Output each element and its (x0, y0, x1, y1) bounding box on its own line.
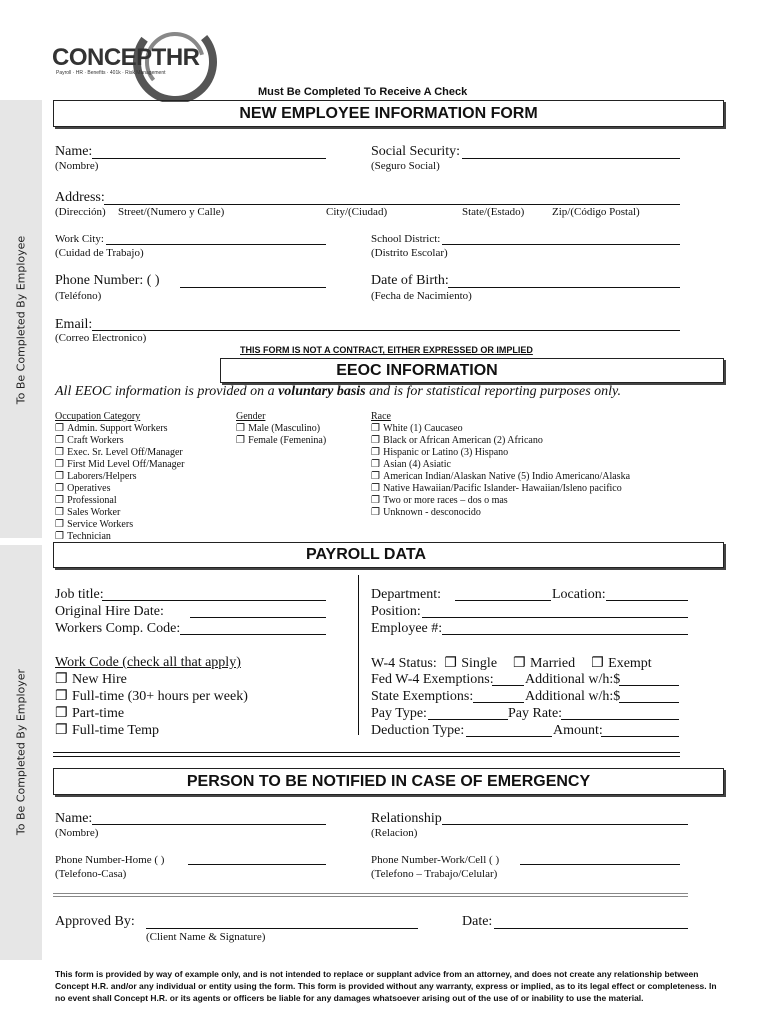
form-title: NEW EMPLOYEE INFORMATION FORM (239, 105, 538, 122)
work-phone-label: Phone Number-Work/Cell ( ) (371, 854, 500, 866)
hire-date-label: Original Hire Date: (55, 604, 164, 619)
email-field[interactable] (92, 330, 680, 331)
race-item (371, 423, 630, 435)
occupation-item (55, 507, 184, 519)
form-title-box (53, 100, 724, 127)
state-exempt-label: State Exemptions: (371, 689, 474, 704)
race-item (371, 447, 630, 459)
ssn-sub: (Seguro Social) (371, 160, 440, 172)
state-sub: State/(Estado) (462, 206, 525, 218)
amount-field[interactable] (601, 736, 679, 737)
phone-label: Phone Number: ( ) (55, 273, 160, 288)
eeoc-intro-c: and is for statistical reporting purposes only. (365, 384, 621, 399)
emergency-title: PERSON TO BE NOTIFIED IN CASE OF EMERGENCY (186, 773, 591, 790)
race-item (371, 495, 630, 507)
checkbox-icon[interactable]: ❐ (55, 519, 68, 530)
state-additional-label: Additional w/h:$ (525, 689, 621, 704)
occupation-label: Technician (67, 531, 111, 542)
position-field[interactable] (422, 617, 688, 618)
fed-w4-field[interactable] (492, 685, 524, 686)
race-label: Unknown - desconocido (383, 507, 481, 518)
employer-side-label: To Be Completed By Employer (14, 668, 28, 836)
work-code-label: Part-time (72, 706, 125, 721)
w4-status-label: W-4 Status: (371, 656, 437, 671)
location-field[interactable] (606, 600, 688, 601)
ssn-label: Social Security: (371, 144, 461, 159)
logo-tagline: Payroll · HR · Benefits · 401k · Risk Management (56, 70, 166, 76)
checkbox-icon[interactable]: ❐ (55, 471, 68, 482)
address-sub: (Dirección) (55, 206, 106, 218)
checkbox-icon[interactable]: ❐ (55, 483, 68, 494)
checkbox-icon[interactable]: ❐ (371, 483, 384, 494)
checkbox-icon[interactable]: ❐ (55, 495, 68, 506)
eeoc-intro-a: All EEOC information is provided on a (55, 384, 279, 399)
name-label: Name: (55, 144, 93, 159)
deduction-type-label: Deduction Type: (371, 723, 465, 738)
occupation-label: Professional (67, 495, 117, 506)
relationship-field[interactable] (442, 824, 688, 825)
checkbox-icon[interactable]: ❐ (371, 471, 384, 482)
employee-side-label: To Be Completed By Employee (14, 235, 28, 405)
workers-comp-label: Workers Comp. Code: (55, 621, 181, 636)
name-field[interactable] (92, 158, 326, 159)
deduction-type-field[interactable] (466, 736, 552, 737)
phone-sub: (Teléfono) (55, 290, 102, 302)
occupation-label: Laborers/Helpers (67, 471, 137, 482)
fed-additional-label: Additional w/h:$ (525, 672, 621, 687)
occupation-item (55, 447, 184, 459)
checkbox-icon[interactable]: ❐ (371, 495, 384, 506)
email-sub: (Correo Electronico) (55, 332, 147, 344)
job-title-field[interactable] (102, 600, 326, 601)
occupation-label: Sales Worker (67, 507, 121, 518)
amount-label: Amount: (553, 723, 603, 738)
checkbox-icon[interactable]: ❐ (371, 447, 384, 458)
eeoc-intro (55, 384, 621, 400)
name-sub: (Nombre) (55, 160, 99, 172)
ssn-field[interactable] (462, 158, 680, 159)
gender-label: Male (Masculino) (248, 423, 321, 434)
gender-item (236, 435, 326, 447)
checkbox-icon[interactable]: ❐ (371, 459, 384, 470)
pay-rate-field[interactable] (561, 719, 679, 720)
race-label: White (1) Caucaseo (383, 423, 463, 434)
dob-sub: (Fecha de Nacimiento) (371, 290, 472, 302)
approved-by-label: Approved By: (55, 914, 135, 929)
checkbox-icon[interactable]: ❐ (371, 423, 384, 434)
checkbox-icon[interactable]: ❐ (55, 435, 68, 446)
employee-no-label: Employee #: (371, 621, 443, 636)
must-complete-note: Must Be Completed To Receive A Check (258, 86, 468, 98)
pay-rate-label: Pay Rate: (508, 706, 563, 721)
gender-item (236, 423, 326, 435)
client-sig-sub: (Client Name & Signature) (146, 931, 266, 943)
state-exempt-field[interactable] (473, 702, 524, 703)
job-title-label: Job title: (55, 587, 104, 602)
work-code-label: New Hire (72, 672, 127, 687)
race-label: Two or more races – dos o mas (383, 495, 508, 506)
workers-comp-field[interactable] (180, 634, 326, 635)
dob-field[interactable] (448, 287, 680, 288)
w4-option-label: Single (461, 656, 498, 671)
work-code-item (55, 671, 248, 688)
race-item (371, 471, 630, 483)
w4-option-label: Exempt (608, 656, 652, 671)
gender-list (236, 411, 326, 447)
payroll-title: PAYROLL DATA (305, 546, 426, 563)
checkbox-icon[interactable]: ❐ (444, 655, 462, 671)
emergency-name-label: Name: (55, 811, 93, 826)
occupation-label: Craft Workers (67, 435, 124, 446)
gender-label: Female (Femenina) (248, 435, 327, 446)
dob-label: Date of Birth: (371, 273, 449, 288)
checkbox-icon[interactable]: ❐ (55, 447, 68, 458)
checkbox-icon[interactable]: ❐ (513, 655, 531, 671)
w4-option-label: Married (530, 656, 576, 671)
payroll-bottom-rule (53, 752, 680, 757)
checkbox-icon[interactable]: ❐ (55, 507, 68, 518)
checkbox-icon[interactable]: ❐ (371, 435, 384, 446)
occupation-label: First Mid Level Off/Manager (67, 459, 185, 470)
eeoc-title: EEOC INFORMATION (336, 362, 498, 379)
race-label: Asian (4) Asiatic (383, 459, 451, 470)
gender-header: Gender (236, 411, 266, 422)
relationship-label: Relationship (371, 811, 442, 826)
work-code-label: Full-time (30+ hours per week) (72, 689, 248, 704)
date-field[interactable] (494, 928, 688, 929)
hire-date-field[interactable] (190, 617, 326, 618)
checkbox-icon[interactable]: ❐ (236, 423, 249, 434)
race-item (371, 483, 630, 495)
email-label: Email: (55, 317, 93, 332)
work-code-header: Work Code (check all that apply) (55, 655, 241, 670)
eeoc-intro-b: voluntary basis (278, 384, 366, 399)
state-additional-field[interactable] (619, 702, 679, 703)
occupation-label: Service Workers (67, 519, 134, 530)
occupation-label: Operatives (67, 483, 111, 494)
occupation-label: Exec. Sr. Level Off/Manager (67, 447, 183, 458)
checkbox-icon[interactable]: ❐ (55, 705, 73, 721)
checkbox-icon[interactable]: ❐ (591, 655, 609, 671)
checkbox-icon[interactable]: ❐ (236, 435, 249, 446)
position-label: Position: (371, 604, 421, 619)
occupation-item (55, 423, 184, 435)
school-field[interactable] (442, 244, 680, 245)
work-phone-sub: (Telefono – Trabajo/Celular) (371, 868, 498, 880)
emergency-name-sub: (Nombre) (55, 827, 99, 839)
race-item (371, 507, 630, 519)
occupation-item (55, 459, 184, 471)
race-list (371, 411, 630, 519)
date-label: Date: (462, 914, 493, 929)
checkbox-icon[interactable]: ❐ (55, 531, 68, 542)
occupation-item (55, 471, 184, 483)
city-sub: City/(Ciudad) (326, 206, 388, 218)
race-item (371, 459, 630, 471)
work-code-list (55, 671, 248, 739)
race-label: Black or African American (2) Africano (383, 435, 543, 446)
department-label: Department: (371, 587, 441, 602)
approved-by-field[interactable] (146, 928, 418, 929)
workcity-sub: (Cuidad de Trabajo) (55, 247, 144, 259)
disclaimer: This form is provided by way of example only, and is not intended to replace or supplant advice from an attorney, and does not create any relationship between Concept H.R. and/or any individual or entity using the form. This form is provided without any warranty, express or implied, as to its legal effect or completeness. In no event shall Concept H.R. or its agents or officers be liable for any damages whatsoever arising out of the use of or inability to use the material. (55, 969, 717, 1003)
occupation-item (55, 483, 184, 495)
address-field[interactable] (104, 204, 680, 205)
checkbox-icon[interactable]: ❐ (55, 459, 68, 470)
department-field[interactable] (455, 600, 551, 601)
pay-type-label: Pay Type: (371, 706, 427, 721)
race-header: Race (371, 411, 391, 422)
logo-brand: CONCEPTHR (52, 44, 200, 71)
checkbox-icon[interactable]: ❐ (55, 423, 68, 434)
checkbox-icon[interactable]: ❐ (55, 688, 73, 704)
work-code-item (55, 705, 248, 722)
occupation-item (55, 519, 184, 531)
school-label: School District: (371, 233, 441, 245)
work-code-item (55, 688, 248, 705)
payroll-title-box (53, 542, 724, 568)
eeoc-title-box (220, 358, 724, 383)
workcity-label: Work City: (55, 233, 104, 245)
occupation-header: Occupation Category (55, 411, 141, 422)
payroll-divider (358, 575, 359, 735)
occupation-label: Admin. Support Workers (67, 423, 168, 434)
emergency-name-field[interactable] (92, 824, 326, 825)
address-label: Address: (55, 190, 105, 205)
checkbox-icon[interactable]: ❐ (55, 722, 73, 738)
occupation-list (55, 411, 184, 543)
home-phone-sub: (Telefono-Casa) (55, 868, 127, 880)
fed-w4-label: Fed W-4 Exemptions: (371, 672, 494, 687)
work-phone-field[interactable] (520, 864, 680, 865)
home-phone-field[interactable] (188, 864, 326, 865)
home-phone-label: Phone Number-Home ( ) (55, 854, 165, 866)
emergency-title-box (53, 768, 724, 795)
school-sub: (Distrito Escolar) (371, 247, 448, 259)
occupation-item (55, 495, 184, 507)
phone-field[interactable] (180, 287, 326, 288)
location-label: Location: (552, 587, 606, 602)
race-label: Native Hawaiian/Pacific Islander- Hawaiian/Isleno pacifico (383, 483, 622, 494)
emergency-bottom-rule (53, 893, 688, 897)
contract-note: THIS FORM IS NOT A CONTRACT, EITHER EXPRESSED OR IMPLIED (240, 345, 533, 355)
checkbox-icon[interactable]: ❐ (371, 507, 384, 518)
w4-status-row (371, 655, 652, 672)
pay-type-field[interactable] (428, 719, 508, 720)
race-item (371, 435, 630, 447)
work-code-label: Full-time Temp (72, 723, 160, 738)
street-sub: Street/(Numero y Calle) (118, 206, 225, 218)
zip-sub: Zip/(Código Postal) (552, 206, 640, 218)
work-code-item (55, 722, 248, 739)
fed-additional-field[interactable] (619, 685, 679, 686)
employee-no-field[interactable] (442, 634, 688, 635)
checkbox-icon[interactable]: ❐ (55, 671, 73, 687)
relationship-sub: (Relacion) (371, 827, 418, 839)
workcity-field[interactable] (106, 244, 326, 245)
race-label: American Indian/Alaskan Native (5) Indio Americano/Alaska (383, 471, 631, 482)
race-label: Hispanic or Latino (3) Hispano (383, 447, 509, 458)
occupation-item (55, 435, 184, 447)
